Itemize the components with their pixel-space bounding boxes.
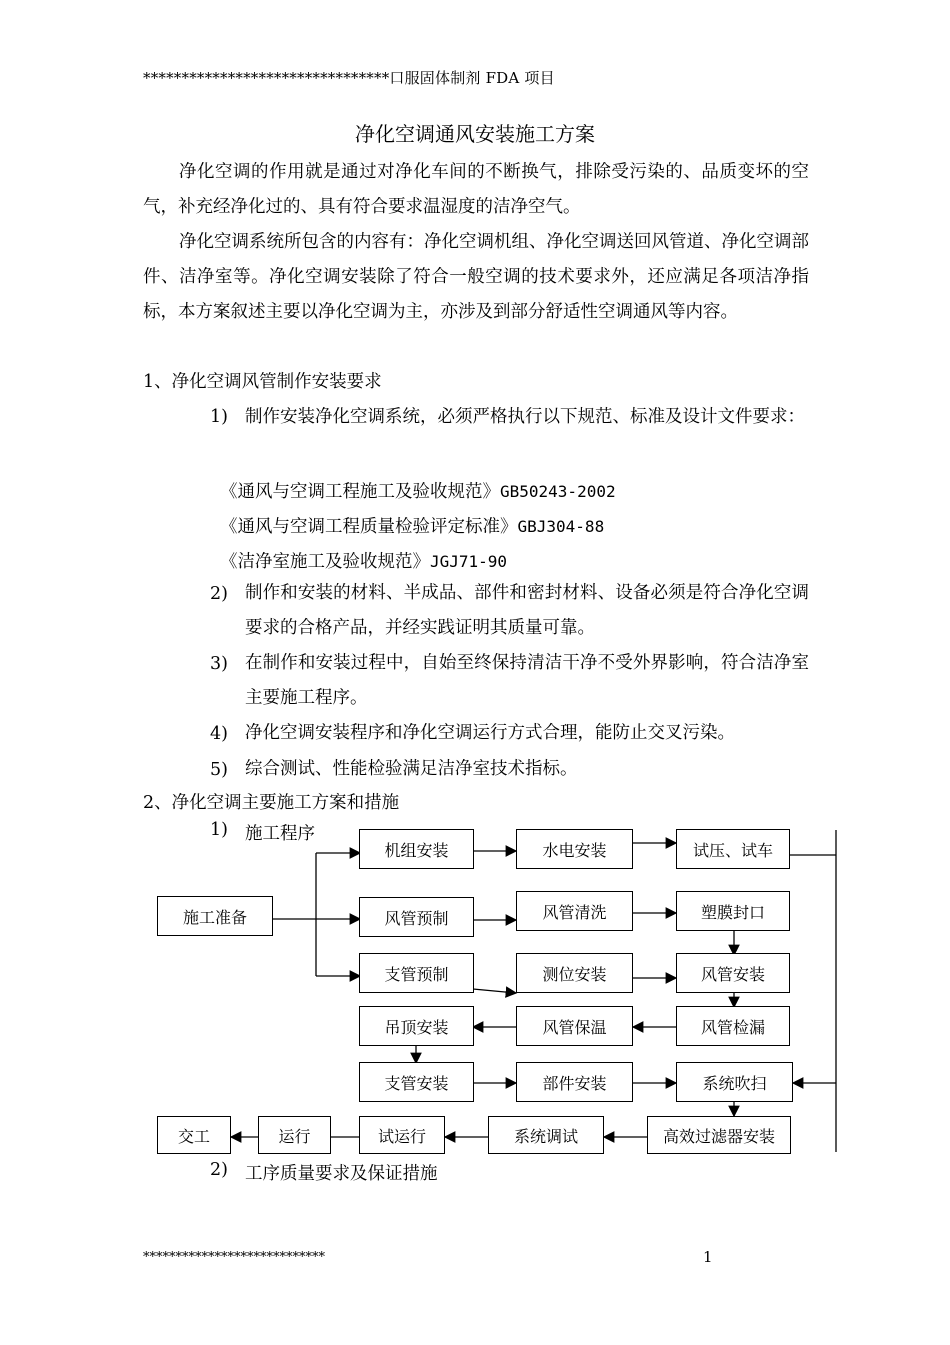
sub-2-number: 2) — [210, 1160, 228, 1180]
box-duct-cleaning — [516, 891, 633, 931]
item-4-number: 4) — [210, 724, 228, 744]
box-duct-cleaning-label: 风管清洗 — [542, 902, 607, 922]
item-1-text: 制作安装净化空调系统，必须严格执行以下规范、标准及设计文件要求： — [245, 407, 805, 427]
standard-1 — [220, 478, 616, 503]
system-paragraph: 净化空调系统所包含的内容有：净化空调机组、净化空调送回风管道、净化空调部件、洁净室等。净化空调安装除了符合一般空调的技术要求外，还应满足各项洁净指标，本方案叙述主要以净化空调为主，亦涉及到部分舒适性空调通风等内容。 — [143, 232, 809, 322]
item-1-number: 1) — [210, 407, 228, 427]
box-ceiling-install — [359, 1006, 474, 1046]
box-parts-install — [516, 1062, 633, 1102]
standard-3-code: JGJ71-90 — [430, 552, 508, 571]
box-hepa-filter-install-label: 高效过滤器安装 — [662, 1126, 775, 1146]
document-title: 净化空调通风安装施工方案 — [355, 122, 595, 146]
box-duct-install — [676, 953, 790, 993]
box-unit-install — [359, 829, 474, 869]
item-3-text: 在制作和安装过程中，自始至终保持清洁干净不受外界影响，符合洁净室主要施工程序。 — [245, 653, 809, 708]
box-system-debug-label: 系统调试 — [513, 1126, 578, 1146]
box-operation — [258, 1116, 331, 1154]
box-branch-install — [359, 1062, 474, 1102]
sub-1-number: 1) — [210, 820, 228, 840]
box-duct-install-label: 风管安装 — [700, 964, 765, 984]
section-2-heading: 2、净化空调主要施工方案和措施 — [143, 793, 400, 813]
box-hepa-filter-install — [647, 1116, 791, 1154]
item-2-number: 2) — [210, 584, 228, 604]
box-construction-prep-label: 施工准备 — [182, 907, 247, 927]
box-duct-prefab-label: 风管预制 — [384, 908, 449, 928]
box-system-debug — [488, 1116, 604, 1154]
intro-paragraph: 净化空调的作用就是通过对净化车间的不断换气，排除受污染的、品质变坏的空气，补充经净化过的、具有符合要求温湿度的洁净空气。 — [143, 162, 809, 217]
standard-2 — [220, 513, 604, 538]
footer-stars: **************************** — [143, 1250, 325, 1265]
box-trial-run-label: 试运行 — [377, 1126, 426, 1146]
box-system-purge — [676, 1062, 793, 1102]
box-duct-insulation-label: 风管保温 — [542, 1017, 607, 1037]
box-film-seal-label: 塑膜封口 — [700, 902, 765, 922]
page-header: ********************************口服固体制剂 FDA 项目 — [143, 69, 555, 87]
box-position-install — [516, 953, 633, 993]
standard-1-code: GB50243-2002 — [500, 482, 616, 501]
sub-2-text: 工序质量要求及保证措施 — [245, 1164, 438, 1184]
box-pressure-test — [676, 829, 790, 869]
box-handover-label: 交工 — [177, 1126, 210, 1146]
box-leak-check — [676, 1006, 790, 1046]
section-1-heading: 1、净化空调风管制作安装要求 — [143, 372, 382, 392]
box-unit-install-label: 机组安装 — [384, 840, 449, 860]
item-5-number: 5) — [210, 760, 228, 780]
item-3-number: 3) — [210, 654, 228, 674]
box-ceiling-install-label: 吊顶安装 — [384, 1017, 449, 1037]
box-handover — [157, 1116, 231, 1154]
box-leak-check-label: 风管检漏 — [700, 1017, 765, 1037]
standard-1-name: 《通风与空调工程施工及验收规范》 — [220, 482, 500, 502]
box-system-purge-label: 系统吹扫 — [702, 1073, 767, 1093]
box-film-seal — [676, 891, 790, 931]
box-water-electric-install-label: 水电安装 — [542, 840, 607, 860]
standard-2-name: 《通风与空调工程质量检验评定标准》 — [220, 517, 518, 537]
box-branch-install-label: 支管安装 — [384, 1073, 449, 1093]
box-construction-prep — [157, 896, 273, 936]
box-operation-label: 运行 — [278, 1126, 311, 1146]
sub-1-text: 施工程序 — [245, 824, 315, 844]
box-position-install-label: 测位安装 — [542, 964, 607, 984]
box-duct-prefab — [359, 897, 474, 937]
item-5-text: 综合测试、性能检验满足洁净室技术指标。 — [245, 759, 578, 779]
box-pressure-test-label: 试压、试车 — [692, 840, 773, 860]
box-branch-prefab-label: 支管预制 — [384, 964, 449, 984]
box-parts-install-label: 部件安装 — [542, 1073, 607, 1093]
standard-3-name: 《洁净室施工及验收规范》 — [220, 552, 430, 572]
page-number: 1 — [703, 1248, 713, 1266]
item-4-text: 净化空调安装程序和净化空调运行方式合理，能防止交叉污染。 — [245, 723, 735, 743]
standard-2-code: GBJ304-88 — [517, 517, 605, 536]
item-2-text: 制作和安装的材料、半成品、部件和密封材料、设备必须是符合净化空调要求的合格产品，并经实践证明其质量可靠。 — [245, 583, 809, 638]
box-water-electric-install — [516, 829, 633, 869]
box-trial-run — [359, 1116, 445, 1154]
box-duct-insulation — [516, 1006, 633, 1046]
standard-3 — [220, 548, 507, 573]
box-branch-prefab — [359, 953, 474, 993]
